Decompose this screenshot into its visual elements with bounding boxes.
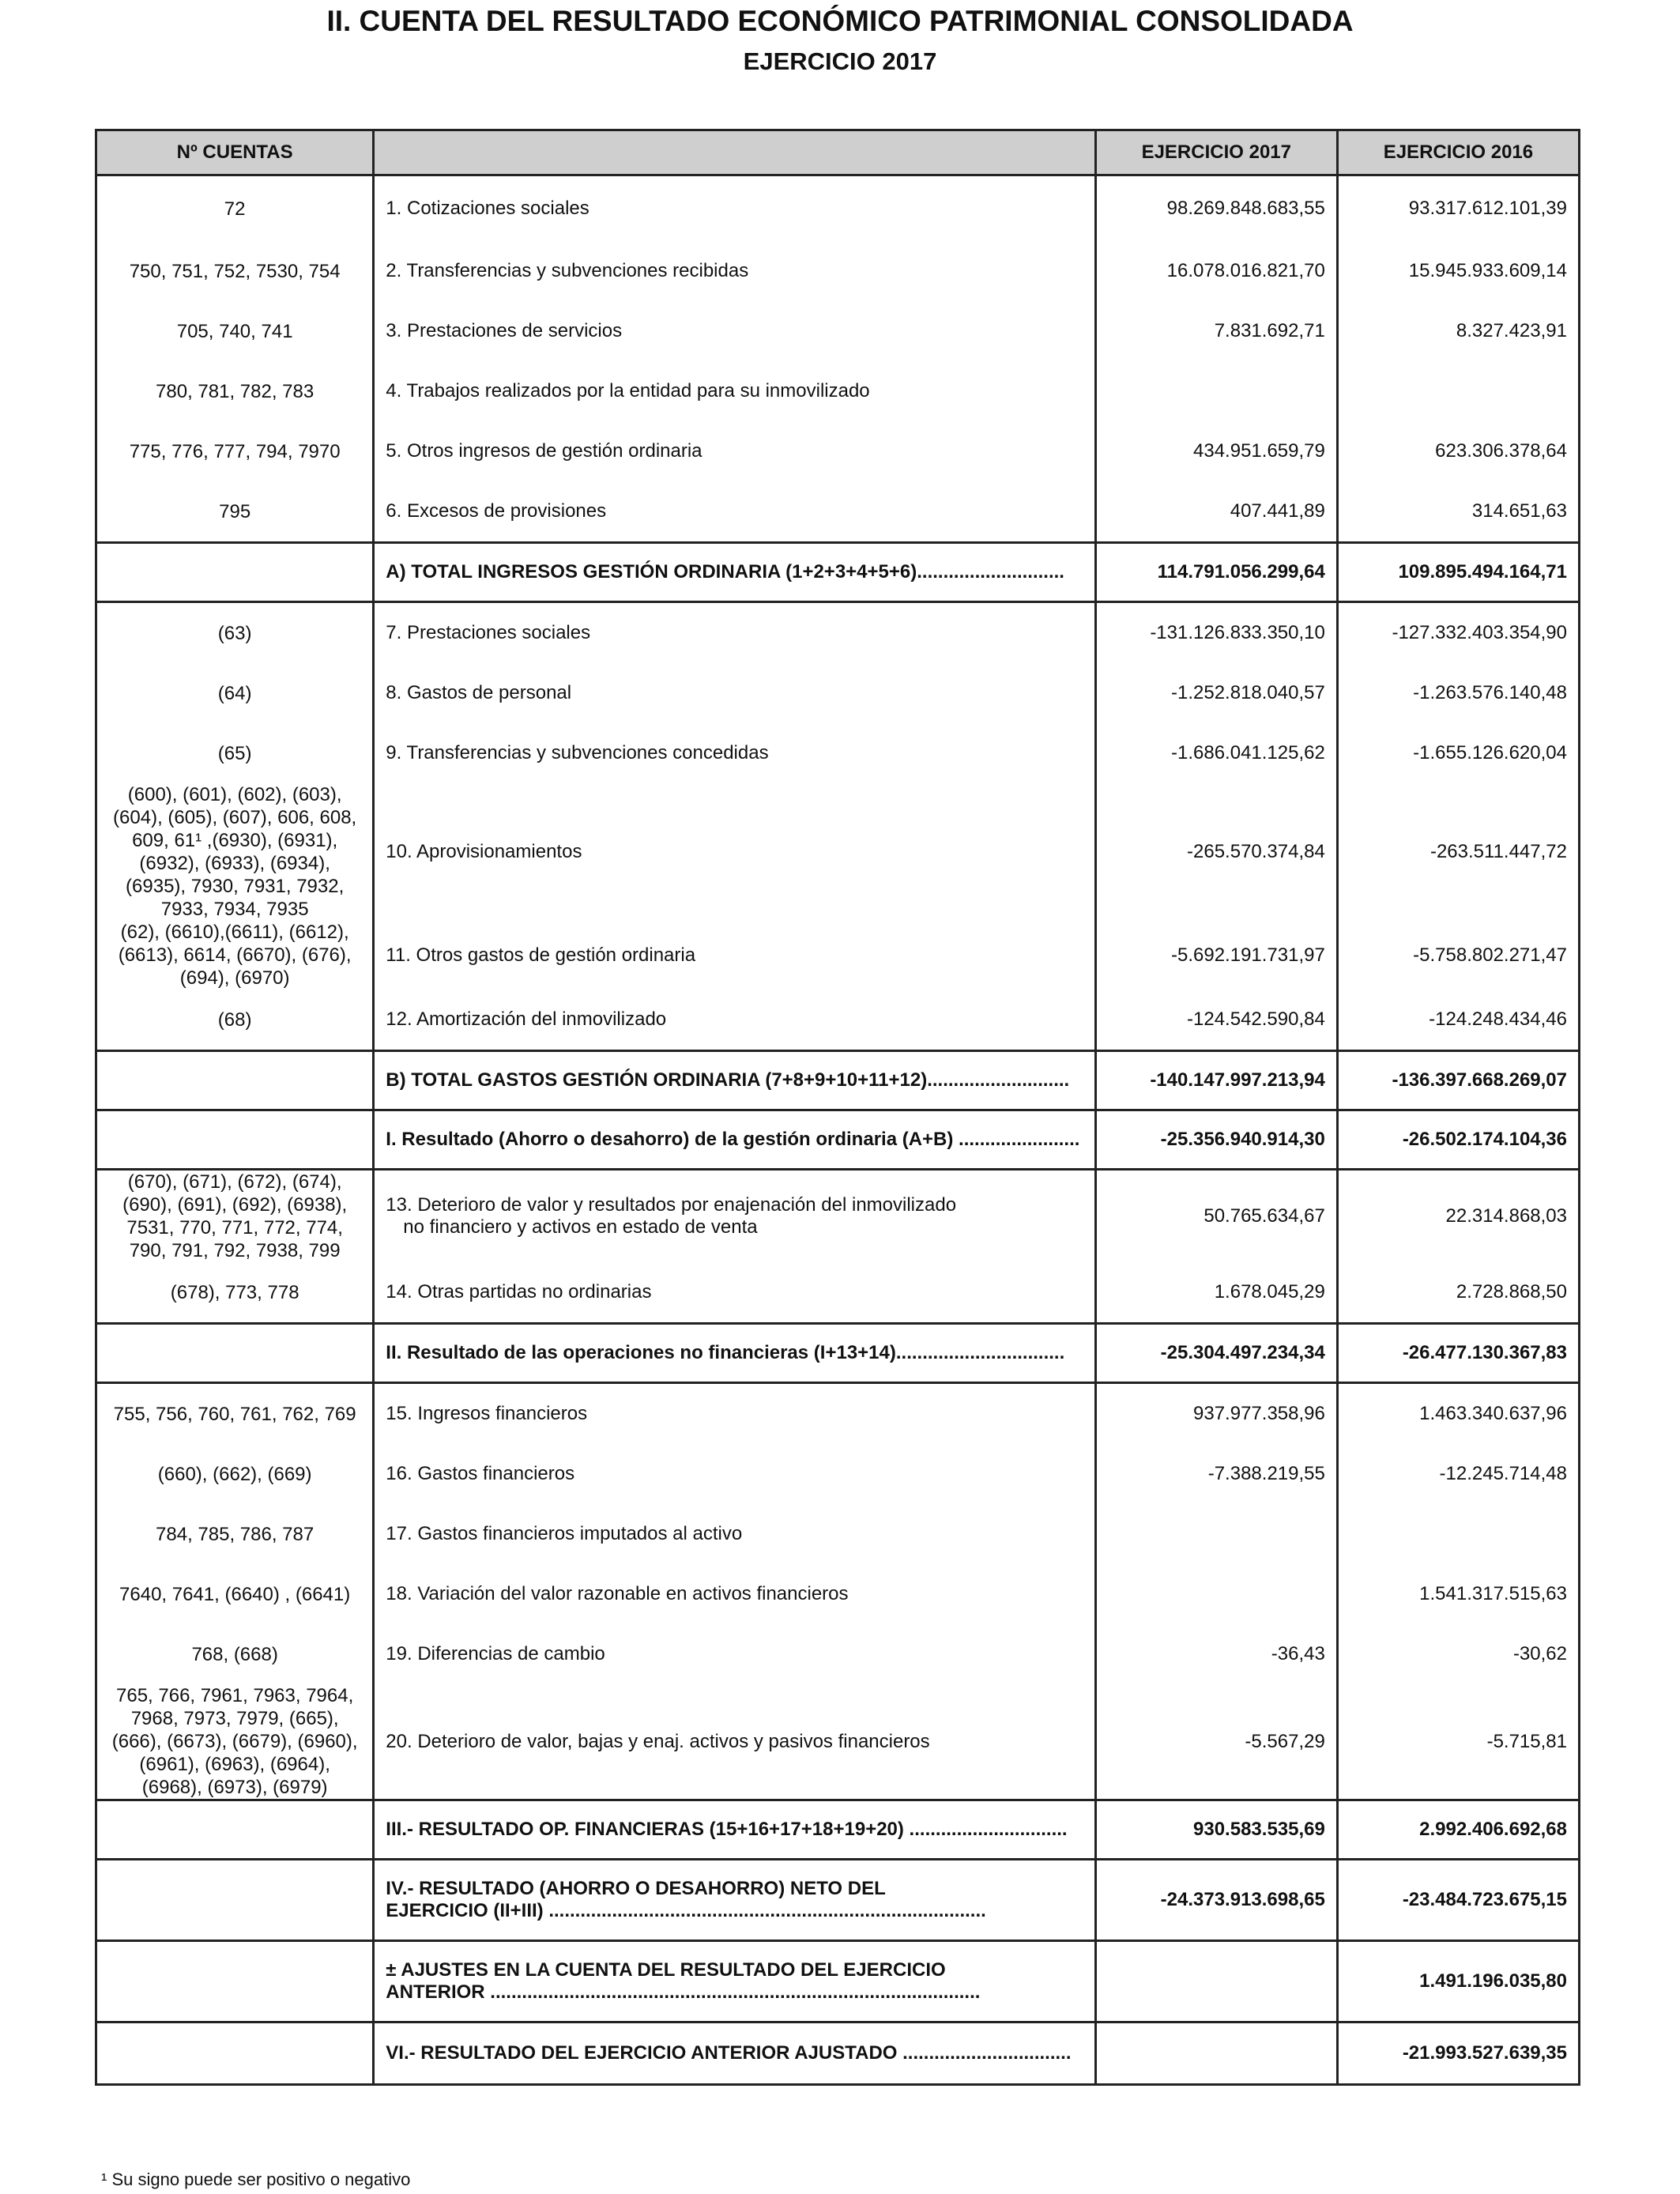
value-2017-cell: 50.765.634,67 — [1095, 1170, 1337, 1263]
table-row — [96, 481, 1580, 543]
value-2016-cell: 314.651,63 — [1337, 481, 1579, 543]
accounts-cell: 750, 751, 752, 7530, 754 — [96, 241, 374, 301]
total-2016-cell: -23.484.723.675,15 — [1337, 1860, 1579, 1941]
value-2016-cell: -263.511.447,72 — [1337, 783, 1579, 921]
concept-cell: 8. Gastos de personal — [374, 663, 1095, 723]
table-row — [96, 602, 1580, 664]
concept-cell: 11. Otros gastos de gestión ordinaria — [374, 921, 1095, 990]
value-2017-cell: 7.831.692,71 — [1095, 301, 1337, 361]
table-row — [96, 361, 1580, 421]
concept-cell: 9. Transferencias y subvenciones concedidas — [374, 723, 1095, 783]
concept-line-1: 13. Deterioro de valor y resultados por enajenación del inmovilizado — [386, 1194, 957, 1216]
value-2017-cell: -5.692.191.731,97 — [1095, 921, 1337, 990]
value-2017-cell: -7.388.219,55 — [1095, 1444, 1337, 1504]
accounts-cell: 784, 785, 786, 787 — [96, 1504, 374, 1564]
total-2017-cell: -24.373.913.698,65 — [1095, 1860, 1337, 1941]
total-row — [96, 1860, 1580, 1941]
accounts-cell — [96, 1941, 374, 2022]
total-2017-cell: 114.791.056.299,64 — [1095, 543, 1337, 602]
concept-cell: 14. Otras partidas no ordinarias — [374, 1262, 1095, 1324]
accounts-cell: (678), 773, 778 — [96, 1262, 374, 1324]
total-2016-cell: -21.993.527.639,35 — [1337, 2022, 1579, 2085]
value-2017-cell: -131.126.833.350,10 — [1095, 602, 1337, 664]
value-2017-cell: 434.951.659,79 — [1095, 421, 1337, 481]
value-2016-cell: 623.306.378,64 — [1337, 421, 1579, 481]
value-2017-cell: -1.686.041.125,62 — [1095, 723, 1337, 783]
concept-cell: 2. Transferencias y subvenciones recibidas — [374, 241, 1095, 301]
total-row — [96, 1800, 1580, 1860]
total-row — [96, 1324, 1580, 1383]
concept-cell: 16. Gastos financieros — [374, 1444, 1095, 1504]
footnote: ¹ Su signo puede ser positivo o negativo — [101, 2169, 411, 2189]
table-row — [96, 1504, 1580, 1564]
table-row — [96, 663, 1580, 723]
accounts-cell: (65) — [96, 723, 374, 783]
concept-cell: 15. Ingresos financieros — [374, 1383, 1095, 1445]
total-label-line-1: IV.- RESULTADO (AHORRO O DESAHORRO) NETO DEL — [386, 1878, 886, 1899]
total-2016-cell: -26.477.130.367,83 — [1337, 1324, 1579, 1383]
accounts-cell: (63) — [96, 602, 374, 664]
concept-cell: 18. Variación del valor razonable en activos financieros — [374, 1564, 1095, 1624]
table-row — [96, 1684, 1580, 1800]
total-2017-cell: 930.583.535,69 — [1095, 1800, 1337, 1860]
concept-cell: 7. Prestaciones sociales — [374, 602, 1095, 664]
total-label-line-2: EJERCICIO (II+III) ................................................................................... — [386, 1900, 986, 1921]
total-label: VI.- RESULTADO DEL EJERCICIO ANTERIOR AJUSTADO ................................ — [374, 2022, 1095, 2085]
concept-cell: 4. Trabajos realizados por la entidad para su inmovilizado — [374, 361, 1095, 421]
value-2016-cell: -127.332.403.354,90 — [1337, 602, 1579, 664]
accounts-cell: 768, (668) — [96, 1624, 374, 1684]
value-2016-cell: 22.314.868,03 — [1337, 1170, 1579, 1263]
table-row — [96, 990, 1580, 1051]
value-2016-cell: -30,62 — [1337, 1624, 1579, 1684]
table-row — [96, 723, 1580, 783]
value-2017-cell: 16.078.016.821,70 — [1095, 241, 1337, 301]
accounts-cell: 765, 766, 7961, 7963, 7964, 7968, 7973, 7979, (665), (666), (6673), (6679), (6960), (6961), (6963), (6964), (6968), (6973), (6979) — [96, 1684, 374, 1800]
accounts-cell — [96, 543, 374, 602]
value-2017-cell: 1.678.045,29 — [1095, 1262, 1337, 1324]
total-2016-cell: -136.397.668.269,07 — [1337, 1051, 1579, 1110]
total-label — [374, 1860, 1095, 1941]
accounts-cell: (660), (662), (669) — [96, 1444, 374, 1504]
value-2016-cell — [1337, 361, 1579, 421]
total-row — [96, 1941, 1580, 2022]
total-row — [96, 1110, 1580, 1170]
value-2017-cell: -124.542.590,84 — [1095, 990, 1337, 1051]
table-row — [96, 1624, 1580, 1684]
value-2017-cell: 407.441,89 — [1095, 481, 1337, 543]
header-concept — [374, 130, 1095, 175]
header-accounts: Nº CUENTAS — [96, 130, 374, 175]
concept-cell: 17. Gastos financieros imputados al activo — [374, 1504, 1095, 1564]
total-label: III.- RESULTADO OP. FINANCIERAS (15+16+17+18+19+20) .............................. — [374, 1800, 1095, 1860]
accounts-cell: 780, 781, 782, 783 — [96, 361, 374, 421]
value-2016-cell — [1337, 1504, 1579, 1564]
concept-cell: 20. Deterioro de valor, bajas y enaj. activos y pasivos financieros — [374, 1684, 1095, 1800]
total-2017-cell: -140.147.997.213,94 — [1095, 1051, 1337, 1110]
value-2016-cell: -5.715,81 — [1337, 1684, 1579, 1800]
table-row — [96, 1564, 1580, 1624]
value-2017-cell — [1095, 361, 1337, 421]
table-row — [96, 921, 1580, 990]
total-2017-cell — [1095, 1941, 1337, 2022]
value-2016-cell: -5.758.802.271,47 — [1337, 921, 1579, 990]
accounts-cell: 72 — [96, 175, 374, 242]
value-2017-cell: 98.269.848.683,55 — [1095, 175, 1337, 242]
header-year-2017: EJERCICIO 2017 — [1095, 130, 1337, 175]
value-2017-cell: -5.567,29 — [1095, 1684, 1337, 1800]
total-2016-cell: 109.895.494.164,71 — [1337, 543, 1579, 602]
table-row — [96, 1262, 1580, 1324]
income-statement-table — [95, 129, 1580, 2086]
document-subtitle: EJERCICIO 2017 — [743, 47, 937, 75]
value-2016-cell: -1.655.126.620,04 — [1337, 723, 1579, 783]
value-2017-cell: -1.252.818.040,57 — [1095, 663, 1337, 723]
concept-cell: 19. Diferencias de cambio — [374, 1624, 1095, 1684]
accounts-cell: (62), (6610),(6611), (6612), (6613), 6614, (6670), (676), (694), (6970) — [96, 921, 374, 990]
value-2017-cell — [1095, 1504, 1337, 1564]
value-2016-cell: 1.463.340.637,96 — [1337, 1383, 1579, 1445]
table-row — [96, 1170, 1580, 1263]
total-label-line-1: ± AJUSTES EN LA CUENTA DEL RESULTADO DEL EJERCICIO — [386, 1959, 946, 1981]
table-row — [96, 301, 1580, 361]
total-label — [374, 1941, 1095, 2022]
concept-cell: 3. Prestaciones de servicios — [374, 301, 1095, 361]
total-label: B) TOTAL GASTOS GESTIÓN ORDINARIA (7+8+9+10+11+12)........................... — [374, 1051, 1095, 1110]
total-label: A) TOTAL INGRESOS GESTIÓN ORDINARIA (1+2+3+4+5+6)............................ — [374, 543, 1095, 602]
total-row — [96, 543, 1580, 602]
table-header-row — [96, 130, 1580, 175]
accounts-cell: (670), (671), (672), (674), (690), (691), (692), (6938), 7531, 770, 771, 772, 774, 790, 791, 792, 7938, 799 — [96, 1170, 374, 1263]
accounts-cell: (68) — [96, 990, 374, 1051]
value-2017-cell: -265.570.374,84 — [1095, 783, 1337, 921]
total-2016-cell: 1.491.196.035,80 — [1337, 1941, 1579, 2022]
concept-cell: 1. Cotizaciones sociales — [374, 175, 1095, 242]
document-title: II. CUENTA DEL RESULTADO ECONÓMICO PATRIMONIAL CONSOLIDADA — [326, 5, 1354, 37]
value-2017-cell — [1095, 1564, 1337, 1624]
total-2017-cell — [1095, 2022, 1337, 2085]
accounts-cell — [96, 1324, 374, 1383]
accounts-cell: 775, 776, 777, 794, 7970 — [96, 421, 374, 481]
accounts-cell — [96, 1800, 374, 1860]
value-2016-cell: 15.945.933.609,14 — [1337, 241, 1579, 301]
total-row — [96, 1051, 1580, 1110]
value-2016-cell: -12.245.714,48 — [1337, 1444, 1579, 1504]
concept-cell: 10. Aprovisionamientos — [374, 783, 1095, 921]
table-row — [96, 1444, 1580, 1504]
value-2016-cell: 1.541.317.515,63 — [1337, 1564, 1579, 1624]
total-2017-cell: -25.304.497.234,34 — [1095, 1324, 1337, 1383]
header-year-2016: EJERCICIO 2016 — [1337, 130, 1579, 175]
concept-cell: 6. Excesos de provisiones — [374, 481, 1095, 543]
table-row — [96, 175, 1580, 242]
accounts-cell: 755, 756, 760, 761, 762, 769 — [96, 1383, 374, 1445]
value-2016-cell: -1.263.576.140,48 — [1337, 663, 1579, 723]
accounts-cell — [96, 1860, 374, 1941]
value-2017-cell: 937.977.358,96 — [1095, 1383, 1337, 1445]
value-2016-cell: 93.317.612.101,39 — [1337, 175, 1579, 242]
concept-line-2: no financiero y activos en estado de venta — [403, 1216, 758, 1238]
accounts-cell: (600), (601), (602), (603), (604), (605), (607), 606, 608, 609, 61¹ ,(6930), (6931), (6932), (6933), (6934), (6935), 7930, 7931, 7932, 7933, 7934, 7935 — [96, 783, 374, 921]
total-label-line-2: ANTERIOR ............................................................................................. — [386, 1981, 981, 2003]
table-row — [96, 241, 1580, 301]
total-label: II. Resultado de las operaciones no financieras (I+13+14)................................ — [374, 1324, 1095, 1383]
table-row — [96, 421, 1580, 481]
accounts-cell: 7640, 7641, (6640) , (6641) — [96, 1564, 374, 1624]
accounts-cell: (64) — [96, 663, 374, 723]
accounts-cell — [96, 1051, 374, 1110]
total-2017-cell: -25.356.940.914,30 — [1095, 1110, 1337, 1170]
accounts-cell — [96, 2022, 374, 2085]
accounts-cell: 795 — [96, 481, 374, 543]
total-2016-cell: -26.502.174.104,36 — [1337, 1110, 1579, 1170]
table-row — [96, 783, 1580, 921]
table-row — [96, 1383, 1580, 1445]
concept-cell: 12. Amortización del inmovilizado — [374, 990, 1095, 1051]
accounts-cell: 705, 740, 741 — [96, 301, 374, 361]
value-2016-cell: -124.248.434,46 — [1337, 990, 1579, 1051]
total-2016-cell: 2.992.406.692,68 — [1337, 1800, 1579, 1860]
concept-cell — [374, 1170, 1095, 1263]
accounts-cell — [96, 1110, 374, 1170]
value-2017-cell: -36,43 — [1095, 1624, 1337, 1684]
concept-cell: 5. Otros ingresos de gestión ordinaria — [374, 421, 1095, 481]
total-row — [96, 2022, 1580, 2085]
value-2016-cell: 2.728.868,50 — [1337, 1262, 1579, 1324]
value-2016-cell: 8.327.423,91 — [1337, 301, 1579, 361]
total-label: I. Resultado (Ahorro o desahorro) de la gestión ordinaria (A+B) ....................... — [374, 1110, 1095, 1170]
